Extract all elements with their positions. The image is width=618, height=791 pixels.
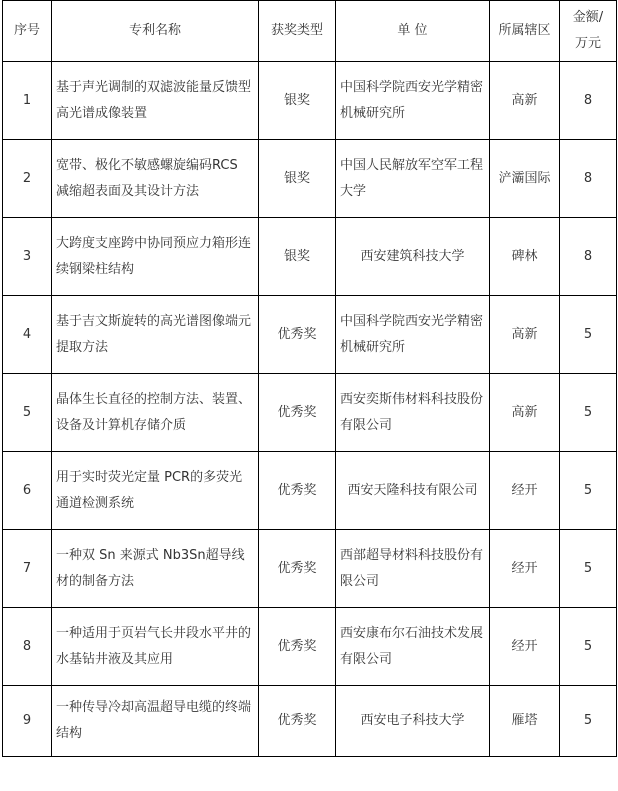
row-unit bbox=[336, 452, 490, 530]
patent-name-text: 晶体生长直径的控制方法、装置、设备及计算机存储介质 bbox=[56, 391, 252, 433]
unit-text: 中国科学院西安光学精密机械研究所 bbox=[340, 79, 484, 121]
row-index: 4 bbox=[3, 296, 52, 374]
header-unit: 单 位 bbox=[336, 1, 490, 62]
row-index: 7 bbox=[3, 530, 52, 608]
row-award-type: 优秀奖 bbox=[259, 530, 336, 608]
row-district: 雁塔 bbox=[490, 686, 560, 757]
row-award-type: 优秀奖 bbox=[259, 686, 336, 757]
row-patent-name bbox=[52, 218, 259, 296]
row-unit bbox=[336, 608, 490, 686]
row-index: 6 bbox=[3, 452, 52, 530]
header-award-type: 获奖类型 bbox=[259, 1, 336, 62]
row-amount: 5 bbox=[560, 374, 617, 452]
unit-text: 西部超导材料科技股份有限公司 bbox=[340, 547, 484, 589]
row-amount: 8 bbox=[560, 62, 617, 140]
row-patent-name bbox=[52, 608, 259, 686]
unit-text: 中国人民解放军空军工程大学 bbox=[340, 157, 484, 199]
unit-text: 西安奕斯伟材料科技股份有限公司 bbox=[340, 391, 484, 433]
row-patent-name bbox=[52, 452, 259, 530]
row-index: 8 bbox=[3, 608, 52, 686]
unit-text: 西安建筑科技大学 bbox=[360, 248, 465, 264]
row-amount: 8 bbox=[560, 140, 617, 218]
header-amount-line1: 金额/ bbox=[572, 10, 604, 25]
row-district: 经开 bbox=[490, 452, 560, 530]
row-award-type: 优秀奖 bbox=[259, 608, 336, 686]
table-row bbox=[3, 62, 617, 140]
row-index: 5 bbox=[3, 374, 52, 452]
header-row bbox=[3, 1, 617, 62]
table-row bbox=[3, 140, 617, 218]
header-patent-name: 专利名称 bbox=[52, 1, 259, 62]
row-unit bbox=[336, 374, 490, 452]
row-amount: 5 bbox=[560, 686, 617, 757]
row-index: 9 bbox=[3, 686, 52, 757]
row-patent-name bbox=[52, 530, 259, 608]
row-award-type: 银奖 bbox=[259, 218, 336, 296]
header-district: 所属辖区 bbox=[490, 1, 560, 62]
row-award-type: 银奖 bbox=[259, 62, 336, 140]
row-amount: 5 bbox=[560, 608, 617, 686]
row-award-type: 优秀奖 bbox=[259, 374, 336, 452]
table-row bbox=[3, 608, 617, 686]
row-unit bbox=[336, 62, 490, 140]
row-unit bbox=[336, 530, 490, 608]
row-district: 高新 bbox=[490, 62, 560, 140]
patent-name-text: 宽带、极化不敏感螺旋编码RCS 减缩超表面及其设计方法 bbox=[56, 157, 238, 199]
row-district: 经开 bbox=[490, 608, 560, 686]
row-award-type: 优秀奖 bbox=[259, 296, 336, 374]
header-amount-line2: 万元 bbox=[574, 36, 601, 51]
patent-name-text: 用于实时荧光定量 PCR的多荧光通道检测系统 bbox=[56, 469, 243, 511]
unit-text: 西安电子科技大学 bbox=[360, 713, 465, 728]
row-award-type: 优秀奖 bbox=[259, 452, 336, 530]
row-unit bbox=[336, 140, 490, 218]
row-district: 碑林 bbox=[490, 218, 560, 296]
unit-text: 西安天隆科技有限公司 bbox=[347, 482, 478, 498]
row-patent-name bbox=[52, 62, 259, 140]
row-amount: 5 bbox=[560, 452, 617, 530]
row-amount: 5 bbox=[560, 530, 617, 608]
patent-name-text: 基于吉文斯旋转的高光谱图像端元提取方法 bbox=[56, 313, 252, 355]
table-row bbox=[3, 374, 617, 452]
row-patent-name bbox=[52, 686, 259, 757]
row-amount: 5 bbox=[560, 296, 617, 374]
row-unit bbox=[336, 296, 490, 374]
table-row bbox=[3, 218, 617, 296]
row-award-type: 银奖 bbox=[259, 140, 336, 218]
row-district: 高新 bbox=[490, 296, 560, 374]
row-unit bbox=[336, 218, 490, 296]
table-row bbox=[3, 452, 617, 530]
row-district: 经开 bbox=[490, 530, 560, 608]
row-index: 1 bbox=[3, 62, 52, 140]
header-index: 序号 bbox=[3, 1, 52, 62]
patent-name-text: 一种双 Sn 来源式 Nb3Sn超导线材的制备方法 bbox=[56, 547, 245, 589]
table-row bbox=[3, 686, 617, 757]
table-row bbox=[3, 296, 617, 374]
row-patent-name bbox=[52, 296, 259, 374]
row-district: 高新 bbox=[490, 374, 560, 452]
patent-name-text: 大跨度支座跨中协同预应力箱形连续钢梁柱结构 bbox=[56, 235, 252, 277]
row-patent-name bbox=[52, 140, 259, 218]
row-amount: 8 bbox=[560, 218, 617, 296]
row-unit bbox=[336, 686, 490, 757]
table-row bbox=[3, 530, 617, 608]
unit-text: 西安康布尔石油技术发展有限公司 bbox=[340, 625, 484, 667]
patent-name-text: 一种传导冷却高温超导电缆的终端结构 bbox=[56, 700, 252, 741]
unit-text: 中国科学院西安光学精密机械研究所 bbox=[340, 313, 484, 355]
patent-name-text: 一种适用于页岩气长井段水平井的水基钻井液及其应用 bbox=[56, 625, 252, 667]
row-district: 浐灞国际 bbox=[490, 140, 560, 218]
patent-award-table bbox=[2, 0, 617, 757]
header-amount bbox=[560, 1, 617, 62]
row-patent-name bbox=[52, 374, 259, 452]
patent-name-text: 基于声光调制的双滤波能量反馈型高光谱成像装置 bbox=[56, 79, 252, 121]
row-index: 3 bbox=[3, 218, 52, 296]
row-index: 2 bbox=[3, 140, 52, 218]
